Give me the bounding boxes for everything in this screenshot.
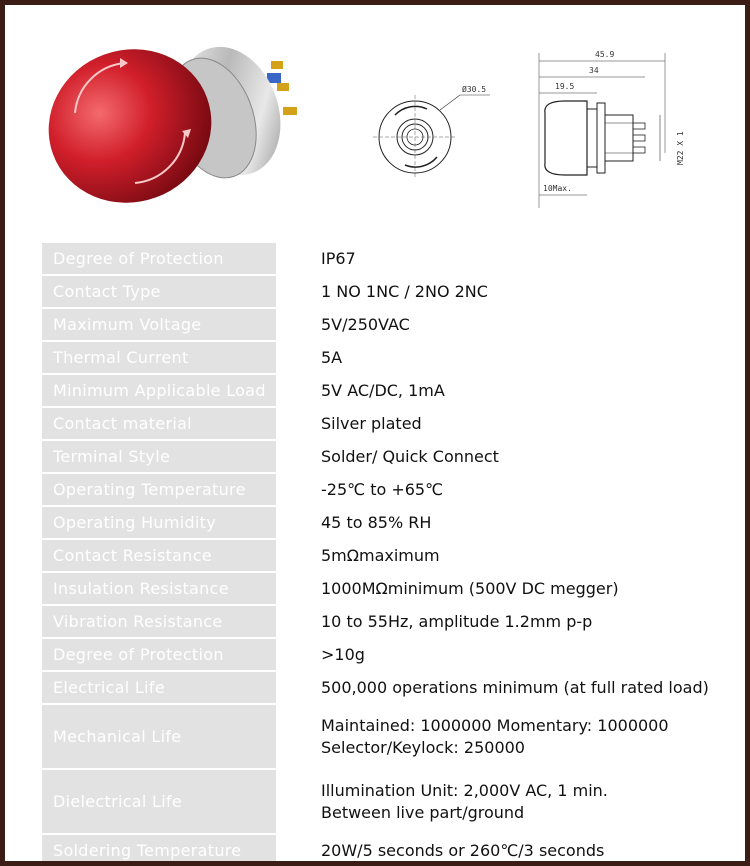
spec-value: Solder/ Quick Connect	[321, 446, 499, 466]
spec-row	[42, 705, 745, 768]
page-frame	[5, 5, 745, 861]
spec-row	[42, 309, 745, 340]
dim-overall-label: 45.9	[595, 50, 615, 59]
product-photo	[35, 23, 315, 223]
product-hero	[5, 5, 745, 237]
spec-row	[42, 342, 745, 373]
spec-value: 20W/5 seconds or 260℃/3 seconds	[321, 840, 605, 860]
spec-row	[42, 243, 745, 274]
spec-row	[42, 375, 745, 406]
spec-row	[42, 408, 745, 439]
spec-row	[42, 639, 745, 670]
spec-value: 5V AC/DC, 1mA	[321, 380, 445, 400]
spec-label: Vibration Resistance	[42, 606, 276, 637]
spec-row	[42, 835, 745, 861]
spec-label: Electrical Life	[42, 672, 276, 703]
spec-value: 45 to 85% RH	[321, 512, 432, 532]
spec-value: 500,000 operations minimum (at full rated load)	[321, 677, 709, 697]
spec-row	[42, 507, 745, 538]
dim-thread-label: M22 X 1	[676, 131, 685, 165]
spec-value: 5mΩmaximum	[321, 545, 440, 565]
dim-panel-label: 10Max.	[543, 184, 572, 193]
spec-label: Thermal Current	[42, 342, 276, 373]
front-diameter-label: Ø30.5	[462, 85, 487, 94]
spec-row	[42, 441, 745, 472]
spec-row	[42, 672, 745, 703]
spec-value: IP67	[321, 248, 356, 268]
spec-value: Illumination Unit: 2,000V AC, 1 min. Between live part/ground	[321, 780, 608, 822]
spec-label: Contact Type	[42, 276, 276, 307]
spec-value: 10 to 55Hz, amplitude 1.2mm p-p	[321, 611, 593, 631]
spec-value: 1000MΩminimum (500V DC megger)	[321, 578, 619, 598]
spec-label: Degree of Protection	[42, 243, 276, 274]
spec-label: Terminal Style	[42, 441, 276, 472]
spec-label: Contact material	[42, 408, 276, 439]
spec-label: Dielectrical Life	[42, 770, 276, 833]
spec-label: Operating Temperature	[42, 474, 276, 505]
spec-value: Silver plated	[321, 413, 422, 433]
spec-label: Operating Humidity	[42, 507, 276, 538]
side-view-drawing	[525, 43, 705, 213]
spec-value: -25℃ to +65℃	[321, 479, 444, 499]
dim-head-label: 19.5	[555, 82, 575, 91]
spec-label: Mechanical Life	[42, 705, 276, 768]
spec-row	[42, 540, 745, 571]
spec-label: Minimum Applicable Load	[42, 375, 276, 406]
spec-label: Contact Resistance	[42, 540, 276, 571]
spec-row	[42, 606, 745, 637]
spec-value: Maintained: 1000000 Momentary: 1000000 Selector/Keylock: 250000	[321, 715, 669, 757]
spec-label: Maximum Voltage	[42, 309, 276, 340]
spec-value: 5V/250VAC	[321, 314, 410, 334]
front-view-drawing	[365, 75, 505, 195]
spec-label: Insulation Resistance	[42, 573, 276, 604]
spec-row	[42, 474, 745, 505]
spec-value: 1 NO 1NC / 2NO 2NC	[321, 281, 488, 301]
spec-row	[42, 573, 745, 604]
spec-label: Soldering Temperature	[42, 835, 276, 861]
spec-label: Degree of Protection	[42, 639, 276, 670]
spec-value: >10g	[321, 644, 365, 664]
spec-row	[42, 276, 745, 307]
dim-body-label: 34	[589, 66, 599, 75]
spec-row	[42, 770, 745, 833]
spec-value: 5A	[321, 347, 343, 367]
